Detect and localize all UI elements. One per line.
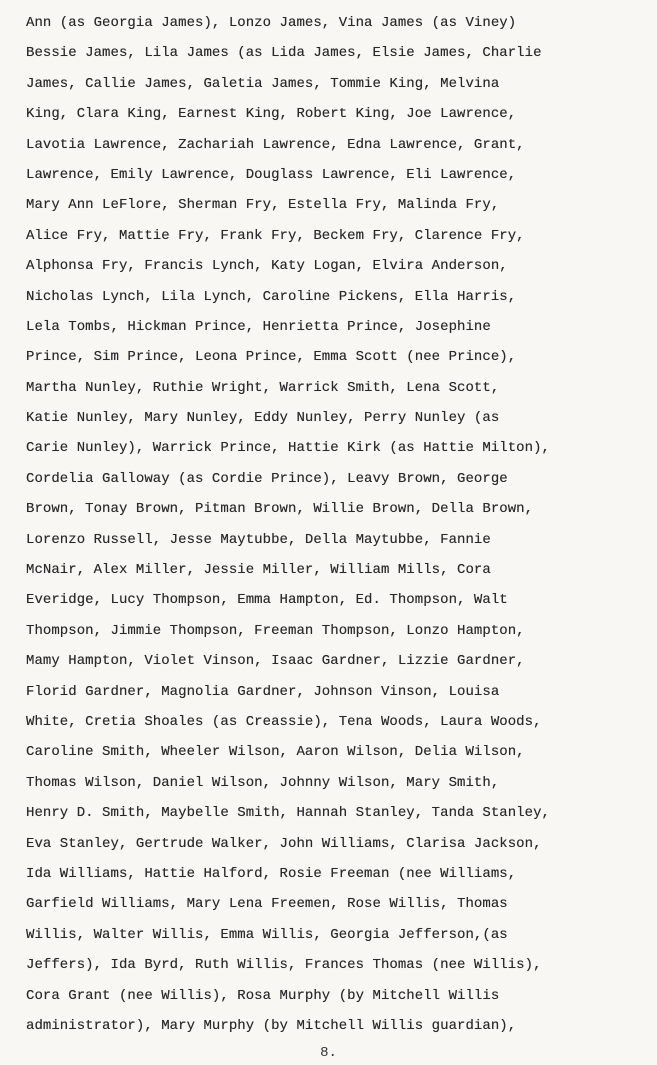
- text-line: King, Clara King, Earnest King, Robert King, Joe Lawrence,: [26, 106, 517, 123]
- text-line: Martha Nunley, Ruthie Wright, Warrick Smith, Lena Scott,: [26, 379, 500, 396]
- text-line: Alphonsa Fry, Francis Lynch, Katy Logan, Elvira Anderson,: [26, 258, 508, 275]
- text-line: McNair, Alex Miller, Jessie Miller, William Mills, Cora: [26, 562, 491, 579]
- text-line: Lorenzo Russell, Jesse Maytubbe, Della Maytubbe, Fannie: [26, 531, 491, 548]
- text-line: Cora Grant (nee Willis), Rosa Murphy (by Mitchell Willis: [26, 987, 500, 1004]
- text-line: Alice Fry, Mattie Fry, Frank Fry, Beckem Fry, Clarence Fry,: [26, 227, 525, 244]
- text-line: Ann (as Georgia James), Lonzo James, Vina James (as Viney): [26, 15, 517, 31]
- page-number: 8.: [320, 1045, 337, 1061]
- text-line: Florid Gardner, Magnolia Gardner, Johnson Vinson, Louisa: [26, 683, 500, 700]
- text-line: Lavotia Lawrence, Zachariah Lawrence, Edna Lawrence, Grant,: [26, 136, 525, 153]
- text-line: Bessie James, Lila James (as Lida James, Elsie James, Charlie: [26, 45, 542, 62]
- text-line: Nicholas Lynch, Lila Lynch, Caroline Pickens, Ella Harris,: [26, 288, 517, 305]
- text-line: Caroline Smith, Wheeler Wilson, Aaron Wilson, Delia Wilson,: [26, 744, 525, 761]
- text-line: Ida Williams, Hattie Halford, Rosie Freeman (nee Williams,: [26, 865, 517, 882]
- text-line: Carie Nunley), Warrick Prince, Hattie Kirk (as Hattie Milton),: [26, 440, 550, 457]
- text-line: Willis, Walter Willis, Emma Willis, Georgia Jefferson,(as: [26, 926, 508, 943]
- text-line: Brown, Tonay Brown, Pitman Brown, Willie Brown, Della Brown,: [26, 501, 534, 518]
- text-line: Garfield Williams, Mary Lena Freemen, Rose Willis, Thomas: [26, 896, 508, 913]
- text-line: Henry D. Smith, Maybelle Smith, Hannah Stanley, Tanda Stanley,: [26, 805, 550, 822]
- text-line: Eva Stanley, Gertrude Walker, John Williams, Clarisa Jackson,: [26, 835, 542, 852]
- text-line: Thompson, Jimmie Thompson, Freeman Thompson, Lonzo Hampton,: [26, 622, 525, 639]
- text-line: Lawrence, Emily Lawrence, Douglass Lawrence, Eli Lawrence,: [26, 166, 517, 183]
- text-line: White, Cretia Shoales (as Creassie), Tena Woods, Laura Woods,: [26, 713, 542, 730]
- text-line: Mary Ann LeFlore, Sherman Fry, Estella Fry, Malinda Fry,: [26, 197, 500, 214]
- text-line: Mamy Hampton, Violet Vinson, Isaac Gardner, Lizzie Gardner,: [26, 653, 525, 670]
- text-line: Jeffers), Ida Byrd, Ruth Willis, Frances Thomas (nee Willis),: [26, 957, 542, 974]
- text-line: Cordelia Galloway (as Cordie Prince), Leavy Brown, George: [26, 470, 508, 487]
- text-line: administrator), Mary Murphy (by Mitchell Willis guardian),: [26, 1017, 517, 1034]
- text-line: Everidge, Lucy Thompson, Emma Hampton, Ed. Thompson, Walt: [26, 592, 508, 609]
- text-line: James, Callie James, Galetia James, Tommie King, Melvina: [26, 75, 500, 92]
- text-line: Lela Tombs, Hickman Prince, Henrietta Prince, Josephine: [26, 318, 491, 335]
- text-line: Katie Nunley, Mary Nunley, Eddy Nunley, Perry Nunley (as: [26, 410, 500, 427]
- text-line: Thomas Wilson, Daniel Wilson, Johnny Wilson, Mary Smith,: [26, 774, 500, 791]
- typed-text-block: [26, 8, 644, 1041]
- text-line: Prince, Sim Prince, Leona Prince, Emma Scott (nee Prince),: [26, 349, 517, 366]
